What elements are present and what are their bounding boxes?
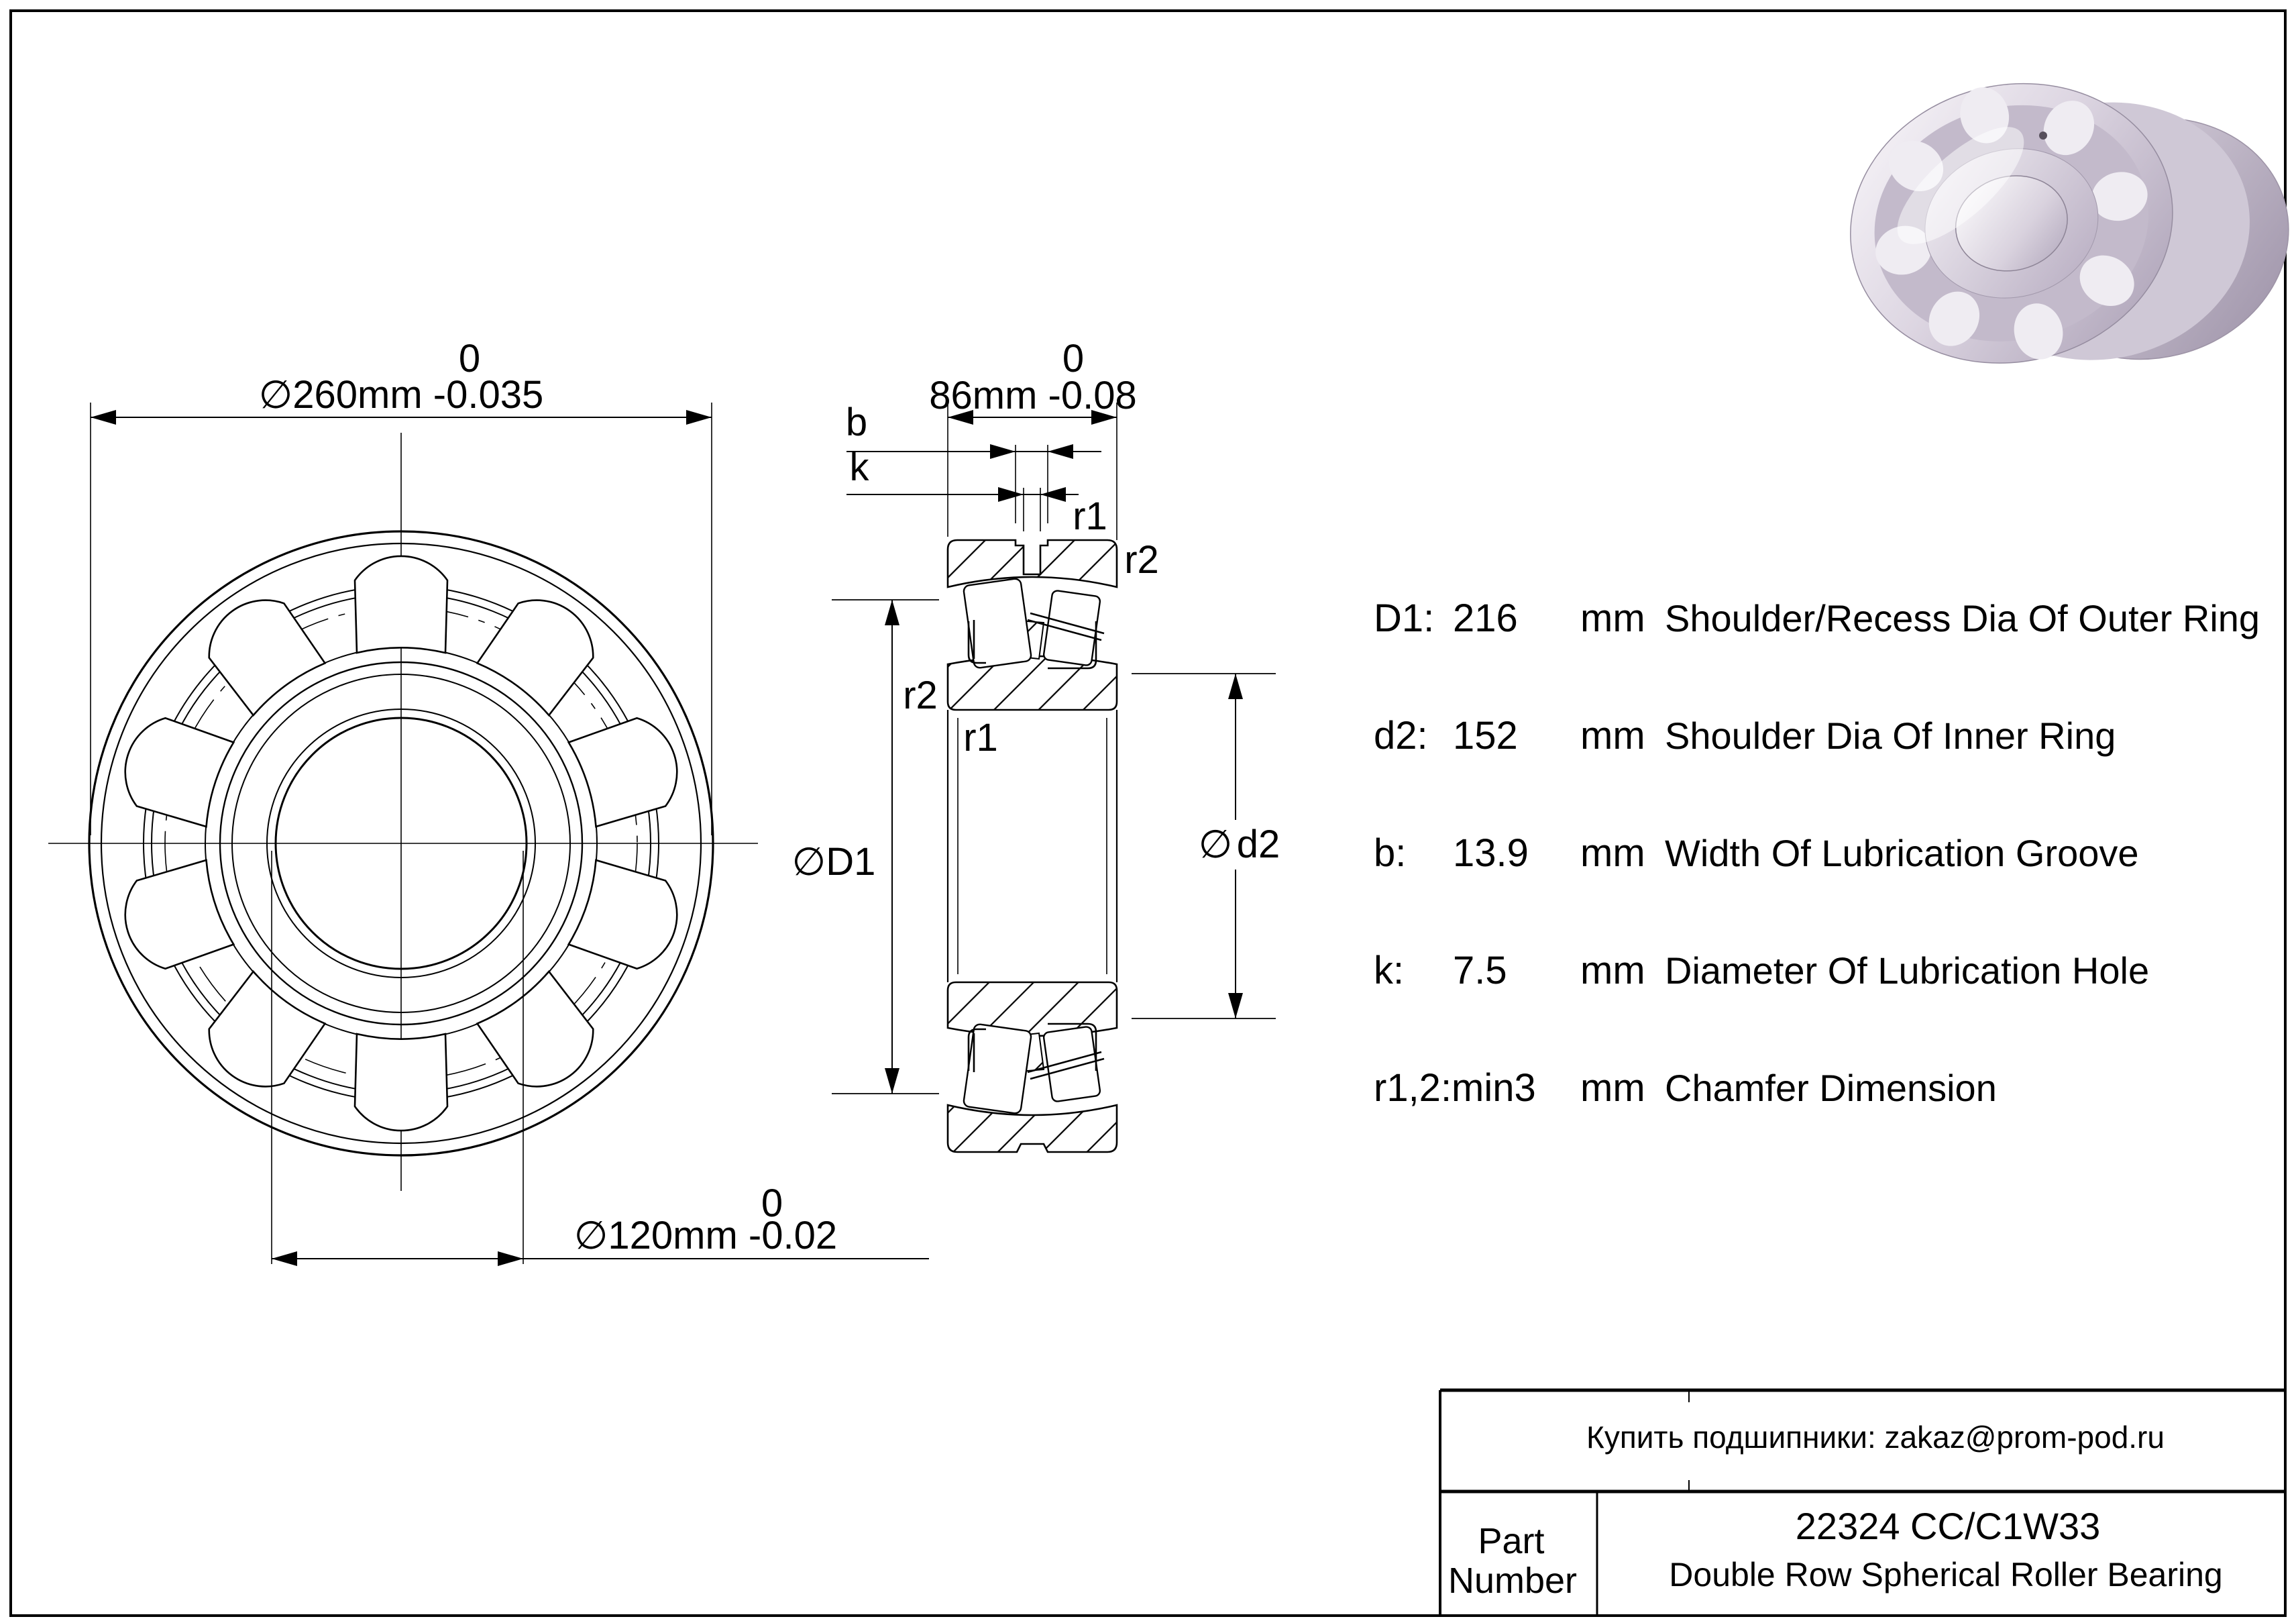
r1-label-top: r1 [1073, 494, 1107, 538]
part-description: Double Row Spherical Roller Bearing [1669, 1556, 2223, 1593]
section-view [948, 540, 1117, 1152]
spec-value: 152 [1453, 714, 1518, 757]
r1-label-left: r1 [963, 716, 998, 760]
spec-desc: Shoulder/Recess Dia Of Outer Ring [1665, 597, 2260, 639]
spec-label: b: [1374, 831, 1407, 875]
spec-desc: Chamfer Dimension [1665, 1067, 1997, 1109]
part-label-line1: Part [1478, 1521, 1545, 1561]
width-dim-text: 86mm -0.08 [929, 374, 1137, 417]
spec-unit: mm [1580, 831, 1645, 875]
contact-note: Купить подшипники: zakaz@prom-pod.ru [1586, 1420, 2165, 1455]
spec-desc: Shoulder Dia Of Inner Ring [1665, 715, 2116, 757]
d2-dim-symbol: ∅ [1198, 823, 1233, 866]
r2-label-left: r2 [903, 674, 938, 717]
spec-value: 216 [1453, 596, 1518, 640]
groove-width-label: b [845, 401, 868, 444]
outer-ring-bottom-section [948, 1105, 1117, 1152]
front-view [48, 433, 758, 1191]
spec-label: r1,2:min3 [1374, 1066, 1536, 1110]
spec-unit: mm [1580, 714, 1645, 757]
hole-dimension [846, 487, 1079, 531]
part-label-line2: Number [1447, 1561, 1578, 1601]
od-dim-text: ∅260mm -0.035 [258, 373, 544, 417]
spec-desc: Width Of Lubrication Groove [1665, 832, 2139, 874]
spec-value: 13.9 [1453, 831, 1529, 875]
bearing-photo [1820, 23, 2296, 425]
width-dim-tolerance-upper: 0 [1062, 337, 1085, 380]
spec-label: d2: [1374, 714, 1428, 757]
inner-ring-top-section [948, 656, 1117, 710]
spec-value: 7.5 [1453, 949, 1507, 992]
spec-desc: Diameter Of Lubrication Hole [1665, 949, 2150, 992]
photo-speck [2039, 132, 2047, 140]
outer-ring-top-section [948, 540, 1117, 587]
spec-unit: mm [1580, 1066, 1645, 1110]
groove-dimension [846, 444, 1101, 523]
d2-dim-label: d2 [1236, 823, 1280, 866]
inner-ring-bottom-section [948, 982, 1117, 1036]
spec-unit: mm [1580, 949, 1645, 992]
spec-unit: mm [1580, 596, 1645, 640]
bore-dim-tolerance-upper: 0 [761, 1182, 783, 1225]
od-dim-tolerance-upper: 0 [458, 337, 481, 380]
d1-dim-label: ∅D1 [791, 840, 876, 884]
r2-label-top: r2 [1124, 538, 1159, 582]
part-number-value: 22324 CC/C1W33 [1795, 1505, 2101, 1547]
bore-dim-text: ∅120mm -0.02 [573, 1214, 838, 1257]
spec-label: D1: [1374, 596, 1435, 640]
spec-label: k: [1374, 949, 1405, 992]
hole-dia-label: k [849, 446, 869, 489]
